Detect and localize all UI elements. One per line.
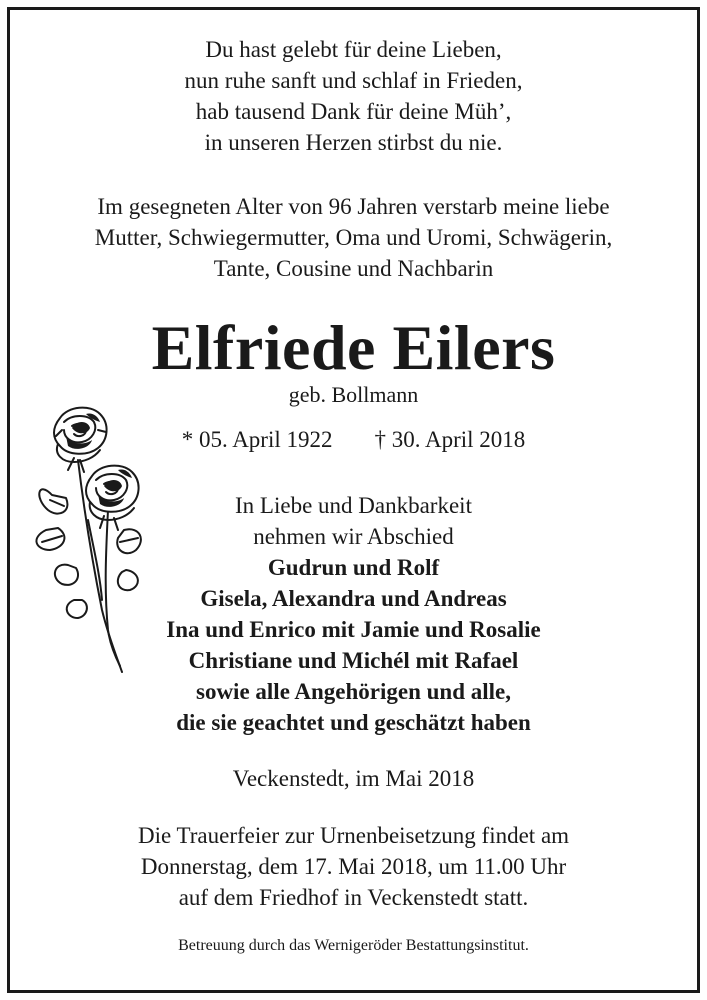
- place-date: Veckenstedt, im Mai 2018: [232, 766, 475, 791]
- family-line: Gudrun und Rolf: [267, 555, 440, 580]
- family-line: die sie geachtet und geschätzt haben: [176, 710, 531, 735]
- deceased-name: Elfriede Eilers: [151, 312, 556, 383]
- family-line: Christiane und Michél mit Rafael: [188, 648, 519, 673]
- undertaker-note: Betreuung durch das Wernigeröder Bestattungsinstitut.: [178, 937, 529, 954]
- maiden-name: geb. Bollmann: [288, 382, 419, 407]
- intro-line: Im gesegneten Alter von 96 Jahren verstarb meine liebe: [97, 194, 610, 219]
- poem-line: nun ruhe sanft und schlaf in Frieden,: [184, 68, 523, 93]
- birth-date: * 05. April 1922: [181, 427, 333, 452]
- poem-line: in unseren Herzen stirbst du nie.: [204, 130, 503, 155]
- funeral-info-line: auf dem Friedhof in Veckenstedt statt.: [178, 885, 529, 910]
- funeral-info-line: Die Trauerfeier zur Urnenbeisetzung findet am: [137, 823, 570, 848]
- family-line: Gisela, Alexandra und Andreas: [200, 586, 507, 611]
- intro-line: Tante, Cousine und Nachbarin: [213, 256, 494, 281]
- mourners-intro-line: In Liebe und Dankbarkeit: [235, 493, 472, 518]
- family-line: Ina und Enrico mit Jamie und Rosalie: [166, 617, 541, 642]
- family-line: sowie alle Angehörigen und alle,: [196, 679, 511, 704]
- poem-line: hab tausend Dank für deine Müh’,: [195, 99, 512, 124]
- death-date: † 30. April 2018: [374, 427, 526, 452]
- poem-line: Du hast gelebt für deine Lieben,: [205, 37, 502, 62]
- intro-line: Mutter, Schwiegermutter, Oma und Uromi, Schwägerin,: [94, 225, 613, 250]
- mourners-intro-line: nehmen wir Abschied: [253, 524, 454, 549]
- funeral-info-line: Donnerstag, dem 17. Mai 2018, um 11.00 Uhr: [140, 854, 567, 879]
